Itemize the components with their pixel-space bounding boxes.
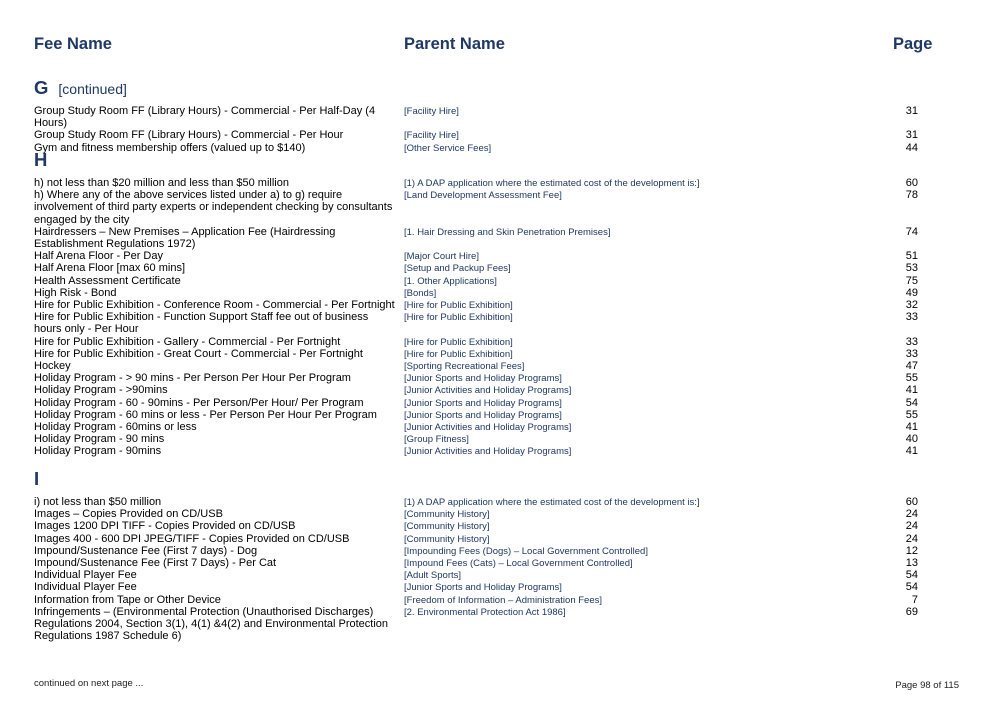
page-ref: 54	[905, 569, 918, 582]
page-number: Page 98 of 115	[895, 680, 959, 691]
fee-row	[34, 287, 924, 299]
section-heading	[34, 150, 924, 170]
page-ref: 41	[905, 421, 918, 434]
fee-row	[34, 581, 924, 593]
parent-name: [Facility Hire]	[404, 106, 459, 117]
fee-row	[34, 348, 924, 360]
continued-note: continued on next page ...	[34, 678, 144, 689]
page-ref: 41	[905, 445, 918, 458]
fee-row	[34, 262, 924, 274]
fee-name: Group Study Room FF (Library Hours) - Commercial - Per Hour	[34, 129, 344, 142]
page-ref: 47	[905, 360, 918, 373]
parent-name: [Junior Activities and Holiday Programs]	[404, 422, 572, 434]
fee-name: Holiday Program - >90mins	[34, 384, 168, 397]
page-ref: 31	[905, 129, 918, 142]
parent-name: [Junior Sports and Holiday Programs]	[404, 582, 562, 594]
parent-name: [Junior Activities and Holiday Programs]	[404, 446, 572, 458]
parent-name: [Major Court Hire]	[404, 251, 479, 263]
parent-name: [1. Other Applications]	[404, 275, 497, 287]
fee-name: Information from Tape or Other Device	[34, 593, 221, 606]
parent-name: [Community History]	[404, 521, 490, 533]
page-ref: 33	[905, 347, 918, 360]
page-ref: 78	[905, 189, 918, 202]
fee-row	[34, 606, 924, 643]
fee-row	[34, 445, 924, 457]
parent-name: [Junior Sports and Holiday Programs]	[404, 397, 562, 409]
fee-row	[34, 299, 924, 311]
page-ref: 24	[905, 532, 918, 545]
fee-name: Individual Player Fee	[34, 569, 137, 582]
parent-name: [Community History]	[404, 509, 490, 521]
fee-name: Images – Copies Provided on CD/USB	[34, 508, 223, 521]
fee-name: Hairdressers – New Premises – Application Fee (Hairdressing Establishment Regulations 1972)	[34, 225, 336, 251]
page-ref: 60	[905, 496, 918, 508]
fee-row	[34, 250, 924, 262]
fee-row	[34, 336, 924, 348]
fee-row	[34, 557, 924, 569]
page-ref: 33	[905, 311, 918, 324]
fee-name: Hire for Public Exhibition - Function Support Staff fee out of business hours only - Per Hour	[34, 311, 369, 336]
page-ref: 69	[905, 605, 918, 618]
fee-row	[34, 545, 924, 557]
fee-name: Infringements – (Environmental Protection (Unauthorised Discharges) Regulations 2004, Section 3(1), 4(1) &4(2) and Environmental Protection Regulations 1987 Schedule 6)	[34, 605, 389, 643]
parent-name: [1. Hair Dressing and Skin Penetration Premises]	[404, 226, 611, 238]
parent-name: [Other Service Fees]	[404, 142, 492, 154]
page-ref: 13	[905, 557, 918, 570]
fee-row	[34, 384, 924, 396]
parent-name: [Group Fitness]	[404, 434, 469, 446]
section-letter: G	[34, 77, 49, 98]
parent-name: [Impound Fees (Cats) – Local Government Controlled]	[404, 558, 633, 570]
page-ref: 53	[905, 262, 918, 275]
fee-row	[34, 508, 924, 520]
page-ref: 54	[905, 581, 918, 594]
column-header-fee-name: Fee Name	[34, 35, 112, 53]
fee-name: Health Assessment Certificate	[34, 274, 181, 287]
fee-name: Impound/Sustenance Fee (First 7 days) - Dog	[34, 544, 258, 557]
fee-row	[34, 409, 924, 421]
page-ref: 54	[905, 396, 918, 409]
section-h	[34, 150, 924, 458]
fee-row	[34, 105, 924, 129]
fee-row	[34, 129, 924, 141]
fee-name: i) not less than $50 million	[34, 496, 162, 508]
page-ref: 60	[905, 177, 918, 189]
fee-name: h) not less than $20 million and less than $50 million	[34, 177, 289, 189]
fee-row	[34, 177, 924, 189]
section-heading	[34, 78, 924, 98]
page-ref: 32	[905, 299, 918, 312]
parent-name: [Land Development Assessment Fee]	[404, 190, 562, 202]
fee-name: Gym and fitness membership offers (valued up to $140)	[34, 141, 306, 154]
page-ref: 33	[905, 335, 918, 348]
fee-name: Hockey	[34, 360, 71, 373]
column-header-page: Page	[893, 35, 933, 53]
parent-name: [Sporting Recreational Fees]	[404, 361, 525, 373]
parent-name: [Freedom of Information – Administration Fees]	[404, 594, 603, 606]
fee-name: Hire for Public Exhibition - Gallery - Commercial - Per Fortnight	[34, 335, 341, 348]
parent-name: [Junior Sports and Holiday Programs]	[404, 409, 562, 421]
section-continued-label: [continued]	[58, 81, 127, 97]
page-ref: 7	[911, 593, 918, 606]
fee-row	[34, 372, 924, 384]
parent-name: [Junior Sports and Holiday Programs]	[404, 373, 562, 385]
fee-row	[34, 397, 924, 409]
fee-row	[34, 226, 924, 250]
fee-row	[34, 433, 924, 445]
parent-name: [1) A DAP application where the estimated cost of the development is:]	[404, 497, 700, 508]
fee-name: Hire for Public Exhibition - Great Court - Commercial - Per Fortnight	[34, 347, 363, 360]
page-ref: 51	[905, 250, 918, 263]
page-ref: 24	[905, 520, 918, 533]
page-ref: 41	[905, 384, 918, 397]
parent-name: [Community History]	[404, 533, 490, 545]
fee-row	[34, 311, 924, 335]
fee-name: h) Where any of the above services listed under a) to g) require involvement of third party experts or independent checking by consultants engaged by the city	[34, 189, 393, 226]
fee-name: Holiday Program - 60mins or less	[34, 421, 197, 434]
parent-name: [Hire for Public Exhibition]	[404, 300, 513, 312]
parent-name: [Adult Sports]	[404, 570, 462, 582]
fee-name: High Risk - Bond	[34, 286, 117, 299]
fee-row	[34, 189, 924, 226]
fee-name: Individual Player Fee	[34, 581, 137, 594]
page-ref: 24	[905, 508, 918, 521]
parent-name: [Facility Hire]	[404, 130, 459, 142]
page-ref: 31	[905, 105, 918, 117]
fee-row	[34, 520, 924, 532]
fee-name: Holiday Program - 90 mins	[34, 433, 165, 446]
page-ref: 40	[905, 433, 918, 446]
parent-name: [Hire for Public Exhibition]	[404, 348, 513, 360]
fee-row	[34, 360, 924, 372]
fee-row	[34, 275, 924, 287]
section-g	[34, 78, 924, 154]
parent-name: [2. Environmental Protection Act 1986]	[404, 606, 566, 618]
fee-name: Images 400 - 600 DPI JPEG/TIFF - Copies Provided on CD/USB	[34, 532, 350, 545]
column-header-parent-name: Parent Name	[404, 35, 505, 53]
fee-name: Holiday Program - 60 - 90mins - Per Person/Per Hour/ Per Program	[34, 396, 364, 409]
fee-row	[34, 533, 924, 545]
parent-name: [Bonds]	[404, 287, 437, 299]
parent-name: [1) A DAP application where the estimated cost of the development is:]	[404, 178, 700, 189]
page-ref: 44	[905, 141, 918, 154]
section-i	[34, 469, 924, 642]
parent-name: [Impounding Fees (Dogs) – Local Government Controlled]	[404, 545, 648, 557]
parent-name: [Hire for Public Exhibition]	[404, 336, 513, 348]
page-ref: 12	[905, 544, 918, 557]
fee-name: Holiday Program - 60 mins or less - Per Person Per Hour Per Program	[34, 408, 377, 421]
page-ref: 49	[905, 286, 918, 299]
fee-name: Group Study Room FF (Library Hours) - Commercial - Per Half-Day (4 Hours)	[34, 105, 376, 130]
fee-row	[34, 594, 924, 606]
page-ref: 75	[905, 274, 918, 287]
page-ref: 55	[905, 372, 918, 385]
section-letter: I	[34, 468, 40, 489]
fee-name: Hire for Public Exhibition - Conference Room - Commercial - Per Fortnight	[34, 299, 395, 312]
fee-name: Holiday Program - > 90 mins - Per Person Per Hour Per Program	[34, 372, 351, 385]
fee-row	[34, 569, 924, 581]
section-heading	[34, 469, 924, 489]
page-ref: 74	[905, 225, 918, 238]
parent-name: [Setup and Packup Fees]	[404, 263, 511, 275]
fee-name: Half Arena Floor - Per Day	[34, 250, 163, 263]
section-letter: H	[34, 149, 48, 170]
fee-row	[34, 496, 924, 508]
fee-name: Half Arena Floor [max 60 mins]	[34, 262, 186, 275]
fee-name: Images 1200 DPI TIFF - Copies Provided on CD/USB	[34, 520, 296, 533]
fee-row	[34, 421, 924, 433]
fee-name: Impound/Sustenance Fee (First 7 Days) - Per Cat	[34, 557, 277, 570]
fee-name: Holiday Program - 90mins	[34, 445, 162, 458]
page-ref: 55	[905, 408, 918, 421]
parent-name: [Hire for Public Exhibition]	[404, 312, 513, 324]
parent-name: [Junior Activities and Holiday Programs]	[404, 385, 572, 397]
